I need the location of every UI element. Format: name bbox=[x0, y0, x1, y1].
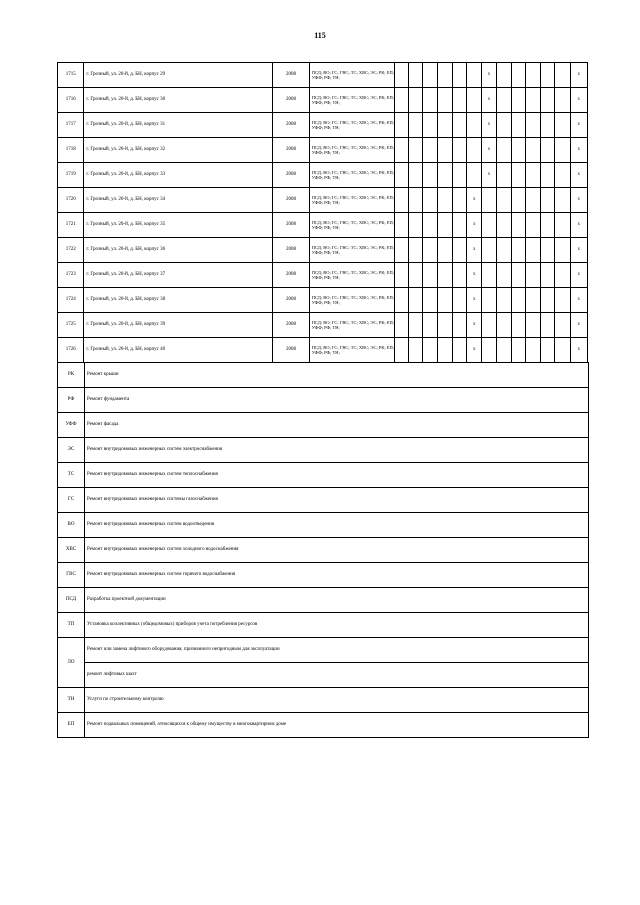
row-mark bbox=[482, 213, 496, 238]
row-mark bbox=[496, 63, 511, 88]
row-mark bbox=[555, 138, 570, 163]
row-address: г. Грозный, ул. 20-й, д. БН, корпус 30 bbox=[84, 88, 273, 113]
row-mark bbox=[437, 313, 452, 338]
table-row bbox=[58, 188, 588, 213]
row-work-types: ПСД; ВО; ГС; ГВС; ТС; ХВС; ЭС; РК; ЕП; УФФ; РФ; ТН; bbox=[309, 138, 394, 163]
row-address: г. Грозный, ул. 20-й, д. БН, корпус 37 bbox=[84, 263, 273, 288]
row-mark bbox=[525, 238, 540, 263]
row-work-types: ПСД; ВО; ГС; ГВС; ТС; ХВС; ЭС; РК; ЕП; УФФ; РФ; ТН; bbox=[309, 338, 394, 363]
row-mark bbox=[541, 213, 555, 238]
row-mark bbox=[496, 138, 511, 163]
row-year: 2008 bbox=[273, 88, 310, 113]
row-mark bbox=[437, 338, 452, 363]
row-mark bbox=[525, 88, 540, 113]
row-mark bbox=[395, 263, 409, 288]
row-mark bbox=[452, 288, 466, 313]
row-mark bbox=[482, 263, 496, 288]
table-row bbox=[58, 163, 588, 188]
row-mark: x bbox=[570, 163, 587, 188]
row-work-types: ПСД; ВО; ГС; ГВС; ТС; ХВС; ЭС; РК; ЕП; УФФ; РФ; ТН; bbox=[309, 263, 394, 288]
row-address: г. Грозный, ул. 20-й, д. БН, корпус 32 bbox=[84, 138, 273, 163]
row-number: 1718 bbox=[58, 138, 84, 163]
row-number: 1723 bbox=[58, 263, 84, 288]
legend-code: РК bbox=[58, 363, 85, 388]
row-mark bbox=[525, 288, 540, 313]
row-work-types: ПСД; ВО; ГС; ГВС; ТС; ХВС; ЭС; РК; ЕП; УФФ; РФ; ТН; bbox=[309, 288, 394, 313]
row-number: 1719 bbox=[58, 163, 84, 188]
row-mark bbox=[555, 213, 570, 238]
table-row bbox=[58, 88, 588, 113]
row-mark bbox=[496, 113, 511, 138]
row-mark bbox=[541, 63, 555, 88]
row-year: 2008 bbox=[273, 138, 310, 163]
row-mark: x bbox=[570, 138, 587, 163]
row-number: 1715 bbox=[58, 63, 84, 88]
table-row bbox=[58, 263, 588, 288]
legend-description: Ремонт внутридомовых инженерных систем теплоснабжения bbox=[85, 463, 589, 488]
row-mark bbox=[511, 138, 525, 163]
row-number: 1717 bbox=[58, 113, 84, 138]
houses-table bbox=[57, 62, 588, 363]
row-mark bbox=[496, 313, 511, 338]
row-mark: x bbox=[482, 113, 496, 138]
row-mark: x bbox=[482, 88, 496, 113]
row-mark bbox=[423, 88, 437, 113]
row-mark bbox=[423, 313, 437, 338]
row-mark bbox=[409, 163, 423, 188]
row-mark bbox=[409, 288, 423, 313]
table-row bbox=[58, 213, 588, 238]
row-mark: x bbox=[570, 263, 587, 288]
legend-row bbox=[58, 563, 589, 588]
row-mark bbox=[437, 213, 452, 238]
legend-row bbox=[58, 538, 589, 563]
row-address: г. Грозный, ул. 20-й, д. БН, корпус 38 bbox=[84, 288, 273, 313]
row-mark: x bbox=[467, 288, 482, 313]
row-mark bbox=[525, 63, 540, 88]
legend-description: Услуги по строительному контролю bbox=[85, 688, 589, 713]
row-mark bbox=[409, 63, 423, 88]
row-mark: x bbox=[467, 188, 482, 213]
row-mark bbox=[395, 163, 409, 188]
legend-code: ЭС bbox=[58, 438, 85, 463]
row-mark bbox=[541, 238, 555, 263]
legend-row bbox=[58, 613, 589, 638]
row-mark bbox=[395, 288, 409, 313]
row-mark bbox=[409, 88, 423, 113]
row-mark bbox=[409, 313, 423, 338]
row-year: 2008 bbox=[273, 163, 310, 188]
row-mark bbox=[511, 163, 525, 188]
row-mark bbox=[541, 288, 555, 313]
legend-description: Ремонт внутридомовых инженерных системы газоснабжения bbox=[85, 488, 589, 513]
legend-description: ремонт лифтовых шахт bbox=[85, 663, 589, 688]
row-mark: x bbox=[570, 188, 587, 213]
row-mark bbox=[496, 288, 511, 313]
row-mark: x bbox=[482, 163, 496, 188]
row-mark bbox=[555, 338, 570, 363]
legend-description: Разработка проектной документации bbox=[85, 588, 589, 613]
row-address: г. Грозный, ул. 20-й, д. БН, корпус 33 bbox=[84, 163, 273, 188]
row-mark bbox=[541, 188, 555, 213]
row-address: г. Грозный, ул. 20-й, д. БН, корпус 39 bbox=[84, 313, 273, 338]
legend-description: Ремонт фасада bbox=[85, 413, 589, 438]
row-mark bbox=[555, 63, 570, 88]
row-mark bbox=[423, 263, 437, 288]
row-mark bbox=[395, 213, 409, 238]
row-year: 2008 bbox=[273, 313, 310, 338]
row-address: г. Грозный, ул. 20-й, д. БН, корпус 29 bbox=[84, 63, 273, 88]
legend-description: Ремонт фундамента bbox=[85, 388, 589, 413]
row-mark bbox=[511, 338, 525, 363]
legend-row bbox=[58, 363, 589, 388]
row-mark bbox=[437, 63, 452, 88]
row-address: г. Грозный, ул. 20-й, д. БН, корпус 34 bbox=[84, 188, 273, 213]
row-mark bbox=[452, 338, 466, 363]
row-mark: x bbox=[570, 213, 587, 238]
row-mark bbox=[467, 163, 482, 188]
row-mark bbox=[423, 113, 437, 138]
row-mark bbox=[395, 313, 409, 338]
row-work-types: ПСД; ВО; ГС; ГВС; ТС; ХВС; ЭС; РК; ЕП; УФФ; РФ; ТН; bbox=[309, 213, 394, 238]
row-mark bbox=[395, 113, 409, 138]
row-mark bbox=[496, 88, 511, 113]
row-mark bbox=[423, 338, 437, 363]
row-work-types: ПСД; ВО; ГС; ГВС; ТС; ХВС; ЭС; РК; ЕП; УФФ; РФ; ТН; bbox=[309, 163, 394, 188]
legend-row bbox=[58, 388, 589, 413]
legend-row bbox=[58, 663, 589, 688]
row-mark bbox=[555, 188, 570, 213]
row-mark bbox=[525, 313, 540, 338]
row-mark bbox=[496, 213, 511, 238]
legend-description: Ремонт или замена лифтового оборудования, признанного непригодным для эксплуатации bbox=[85, 638, 589, 663]
row-mark: x bbox=[467, 238, 482, 263]
row-year: 2008 bbox=[273, 213, 310, 238]
legend-row bbox=[58, 488, 589, 513]
row-mark: x bbox=[482, 63, 496, 88]
legend-description: Ремонт внутридомовых инженерных систем водоотведения bbox=[85, 513, 589, 538]
row-mark bbox=[525, 113, 540, 138]
legend-code: ЛО bbox=[58, 638, 85, 688]
row-mark bbox=[482, 338, 496, 363]
row-year: 2008 bbox=[273, 238, 310, 263]
row-mark bbox=[541, 163, 555, 188]
row-mark: x bbox=[482, 138, 496, 163]
row-mark bbox=[525, 263, 540, 288]
row-mark bbox=[437, 238, 452, 263]
legend-code: ТП bbox=[58, 613, 85, 638]
row-mark bbox=[395, 238, 409, 263]
row-year: 2008 bbox=[273, 113, 310, 138]
row-mark bbox=[555, 163, 570, 188]
legend-code: ХВС bbox=[58, 538, 85, 563]
row-mark bbox=[525, 163, 540, 188]
page-number: 115 bbox=[314, 31, 326, 40]
row-mark bbox=[525, 188, 540, 213]
legend-description: Ремонт внутридомовых инженерных систем холодного водоснабжения bbox=[85, 538, 589, 563]
table-row bbox=[58, 238, 588, 263]
row-mark bbox=[496, 188, 511, 213]
legend-code: ТН bbox=[58, 688, 85, 713]
row-mark bbox=[511, 238, 525, 263]
row-work-types: ПСД; ВО; ГС; ГВС; ТС; ХВС; ЭС; РК; ЕП; УФФ; РФ; ТН; bbox=[309, 88, 394, 113]
row-mark bbox=[496, 238, 511, 263]
row-number: 1726 bbox=[58, 338, 84, 363]
row-number: 1716 bbox=[58, 88, 84, 113]
row-mark bbox=[525, 338, 540, 363]
row-mark bbox=[555, 313, 570, 338]
row-year: 2008 bbox=[273, 288, 310, 313]
row-mark bbox=[423, 63, 437, 88]
row-mark: x bbox=[570, 63, 587, 88]
row-mark bbox=[511, 288, 525, 313]
row-mark bbox=[511, 263, 525, 288]
row-mark bbox=[409, 263, 423, 288]
row-mark bbox=[541, 338, 555, 363]
legend-description: Ремонт внутридомовых инженерных систем горячего водоснабжения bbox=[85, 563, 589, 588]
legend-row bbox=[58, 588, 589, 613]
legend-row bbox=[58, 713, 589, 738]
legend-row bbox=[58, 513, 589, 538]
row-mark bbox=[496, 338, 511, 363]
row-address: г. Грозный, ул. 20-й, д. БН, корпус 36 bbox=[84, 238, 273, 263]
row-number: 1722 bbox=[58, 238, 84, 263]
row-mark bbox=[482, 188, 496, 213]
row-mark: x bbox=[570, 288, 587, 313]
table-row bbox=[58, 138, 588, 163]
row-mark: x bbox=[467, 338, 482, 363]
row-mark bbox=[423, 163, 437, 188]
row-mark bbox=[452, 63, 466, 88]
row-mark bbox=[525, 213, 540, 238]
legend-row bbox=[58, 688, 589, 713]
row-mark: x bbox=[570, 338, 587, 363]
row-work-types: ПСД; ВО; ГС; ГВС; ТС; ХВС; ЭС; РК; ЕП; УФФ; РФ; ТН; bbox=[309, 238, 394, 263]
row-year: 2008 bbox=[273, 263, 310, 288]
row-mark bbox=[452, 163, 466, 188]
row-mark bbox=[555, 113, 570, 138]
legend-row bbox=[58, 413, 589, 438]
row-mark bbox=[541, 138, 555, 163]
row-mark bbox=[452, 113, 466, 138]
row-mark bbox=[496, 263, 511, 288]
row-mark bbox=[437, 188, 452, 213]
row-mark bbox=[511, 213, 525, 238]
row-mark bbox=[467, 138, 482, 163]
row-number: 1725 bbox=[58, 313, 84, 338]
table-row bbox=[58, 63, 588, 88]
row-mark bbox=[395, 63, 409, 88]
row-work-types: ПСД; ВО; ГС; ГВС; ТС; ХВС; ЭС; РК; ЕП; УФФ; РФ; ТН; bbox=[309, 63, 394, 88]
row-mark bbox=[541, 88, 555, 113]
row-mark bbox=[423, 213, 437, 238]
legend-code: РФ bbox=[58, 388, 85, 413]
row-mark bbox=[555, 288, 570, 313]
row-address: г. Грозный, ул. 20-й, д. БН, корпус 35 bbox=[84, 213, 273, 238]
row-mark bbox=[437, 263, 452, 288]
row-mark bbox=[437, 113, 452, 138]
legend-description: Установка коллективных (общедомовых) приборов учета потребления ресурсов bbox=[85, 613, 589, 638]
row-mark bbox=[437, 163, 452, 188]
legend-code: ВО bbox=[58, 513, 85, 538]
row-mark bbox=[409, 338, 423, 363]
row-mark bbox=[437, 138, 452, 163]
row-mark bbox=[541, 263, 555, 288]
table-row bbox=[58, 113, 588, 138]
row-mark bbox=[423, 138, 437, 163]
legend-description: Ремонт крыши bbox=[85, 363, 589, 388]
row-year: 2008 bbox=[273, 338, 310, 363]
row-number: 1721 bbox=[58, 213, 84, 238]
table-row bbox=[58, 288, 588, 313]
row-mark bbox=[496, 163, 511, 188]
legend-description: Ремонт внутридомовых инженерных систем электроснабжения bbox=[85, 438, 589, 463]
row-year: 2008 bbox=[273, 63, 310, 88]
row-number: 1720 bbox=[58, 188, 84, 213]
legend-table bbox=[57, 362, 589, 738]
row-mark bbox=[482, 238, 496, 263]
row-mark: x bbox=[570, 313, 587, 338]
row-work-types: ПСД; ВО; ГС; ГВС; ТС; ХВС; ЭС; РК; ЕП; УФФ; РФ; ТН; bbox=[309, 313, 394, 338]
row-mark: x bbox=[467, 313, 482, 338]
legend-code: ПСД bbox=[58, 588, 85, 613]
row-mark bbox=[482, 288, 496, 313]
row-mark bbox=[409, 213, 423, 238]
row-mark bbox=[452, 213, 466, 238]
row-mark: x bbox=[570, 88, 587, 113]
row-mark bbox=[409, 238, 423, 263]
legend-code: ЕП bbox=[58, 713, 85, 738]
table-row bbox=[58, 338, 588, 363]
row-mark bbox=[467, 113, 482, 138]
row-address: г. Грозный, ул. 20-й, д. БН, корпус 31 bbox=[84, 113, 273, 138]
row-mark bbox=[409, 138, 423, 163]
legend-row bbox=[58, 638, 589, 663]
row-mark bbox=[395, 188, 409, 213]
legend-code: УФФ bbox=[58, 413, 85, 438]
row-mark bbox=[395, 138, 409, 163]
table-row bbox=[58, 313, 588, 338]
row-mark bbox=[511, 88, 525, 113]
row-mark bbox=[423, 288, 437, 313]
row-mark: x bbox=[467, 263, 482, 288]
row-mark bbox=[511, 63, 525, 88]
row-mark bbox=[482, 313, 496, 338]
row-mark bbox=[511, 313, 525, 338]
row-number: 1724 bbox=[58, 288, 84, 313]
row-mark bbox=[467, 88, 482, 113]
row-work-types: ПСД; ВО; ГС; ГВС; ТС; ХВС; ЭС; РК; ЕП; УФФ; РФ; ТН; bbox=[309, 113, 394, 138]
row-mark bbox=[467, 63, 482, 88]
row-mark bbox=[555, 88, 570, 113]
row-mark bbox=[395, 88, 409, 113]
row-mark bbox=[437, 288, 452, 313]
row-mark bbox=[395, 338, 409, 363]
row-mark bbox=[423, 188, 437, 213]
legend-code: ГВС bbox=[58, 563, 85, 588]
row-mark bbox=[409, 188, 423, 213]
row-address: г. Грозный, ул. 20-й, д. БН, корпус 40 bbox=[84, 338, 273, 363]
legend-description: Ремонт подвальных помещений, относящихся к общему имуществу в многоквартирном доме bbox=[85, 713, 589, 738]
row-mark bbox=[452, 263, 466, 288]
row-mark: x bbox=[570, 113, 587, 138]
row-mark bbox=[452, 138, 466, 163]
row-mark bbox=[409, 113, 423, 138]
row-mark: x bbox=[570, 238, 587, 263]
row-mark bbox=[437, 88, 452, 113]
legend-code: ГС bbox=[58, 488, 85, 513]
row-mark bbox=[452, 88, 466, 113]
legend-row bbox=[58, 438, 589, 463]
row-mark bbox=[555, 238, 570, 263]
row-mark bbox=[511, 188, 525, 213]
row-mark bbox=[452, 313, 466, 338]
legend-row bbox=[58, 463, 589, 488]
row-mark bbox=[452, 188, 466, 213]
row-mark bbox=[511, 113, 525, 138]
row-mark bbox=[541, 313, 555, 338]
row-mark bbox=[525, 138, 540, 163]
row-work-types: ПСД; ВО; ГС; ГВС; ТС; ХВС; ЭС; РК; ЕП; УФФ; РФ; ТН; bbox=[309, 188, 394, 213]
row-mark bbox=[541, 113, 555, 138]
row-mark bbox=[452, 238, 466, 263]
row-mark bbox=[555, 263, 570, 288]
row-mark bbox=[423, 238, 437, 263]
row-mark: x bbox=[467, 213, 482, 238]
legend-code: ТС bbox=[58, 463, 85, 488]
row-year: 2008 bbox=[273, 188, 310, 213]
